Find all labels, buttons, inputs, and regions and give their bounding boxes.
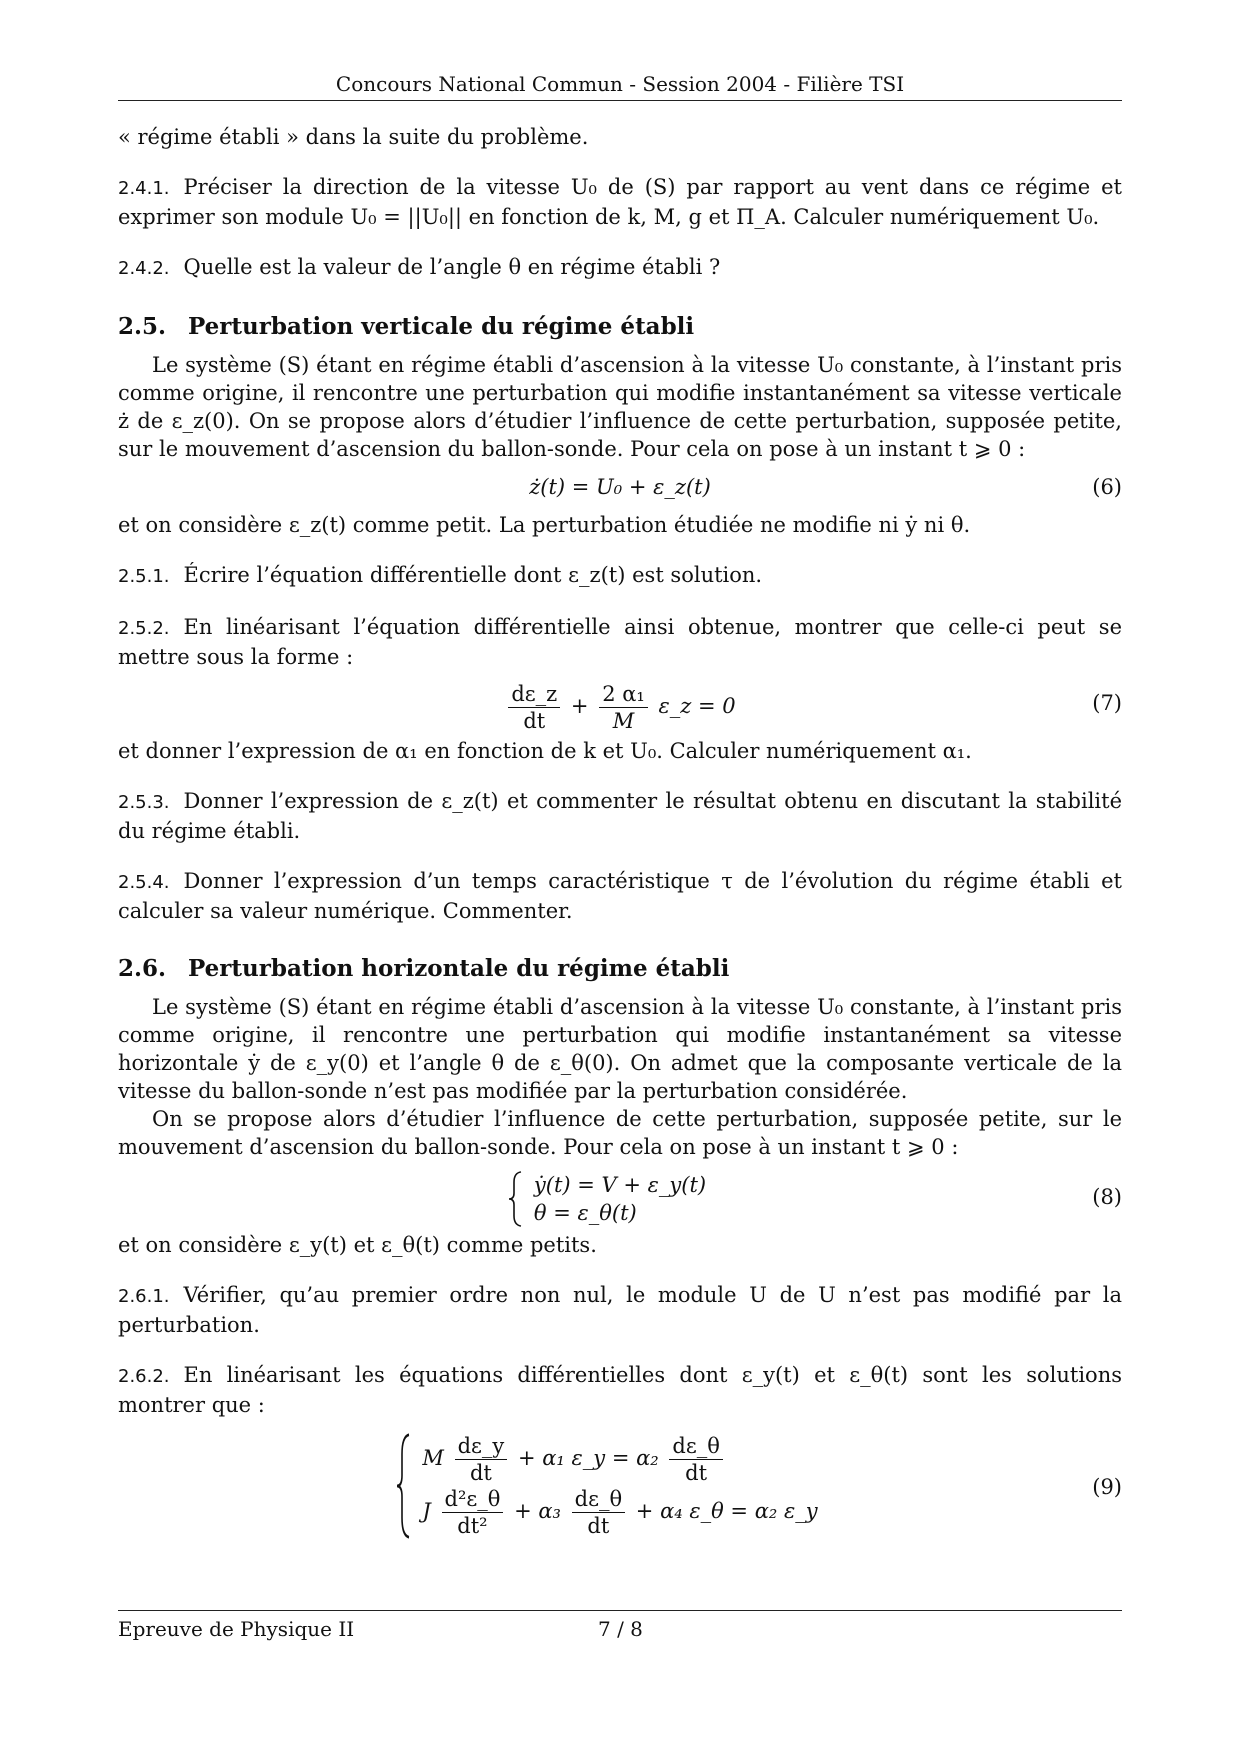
section-2-6-heading <box>118 955 1122 983</box>
denominator: dt <box>685 1461 708 1485</box>
question-number: 2.5.1. <box>118 566 170 587</box>
term: + α₄ ε_θ = α₂ ε_y <box>635 1499 818 1523</box>
equation-rest: ε_z = 0 <box>658 694 736 718</box>
footer-title: Epreuve de Physique II <box>118 1617 355 1641</box>
equation-number: (8) <box>1092 1185 1122 1209</box>
section-2-5-heading <box>118 313 1122 341</box>
equation-number: (9) <box>1092 1475 1122 1499</box>
fraction <box>508 681 560 734</box>
equation-7 <box>118 675 1122 733</box>
question-2-6-1 <box>118 1281 1122 1339</box>
page-header: Concours National Commun - Session 2004 - Filière TSI <box>118 70 1122 101</box>
question-number: 2.5.4. <box>118 872 170 893</box>
question-2-5-2 <box>118 613 1122 671</box>
page <box>118 70 1122 1553</box>
intro-text: « régime établi » dans la suite du problème. <box>118 125 589 149</box>
question-number: 2.6.2. <box>118 1366 170 1387</box>
section-number: 2.5. <box>118 313 167 340</box>
question-text: En linéarisant les équations différentielles dont ε_y(t) et ε_θ(t) sont les solutions montrer que : <box>118 1363 1122 1417</box>
page-number: 7 / 8 <box>598 1617 643 1641</box>
left-brace-icon <box>396 1433 412 1539</box>
question-text: Préciser la direction de la vitesse U₀ de (S) par rapport au vent dans ce régime et exprimer son module U₀ = ||U₀|| en fonction de k, M, g et Π_A. Calculer numériquement U₀. <box>118 175 1122 229</box>
denominator: dt <box>469 1461 492 1485</box>
numerator: dε_y <box>455 1433 508 1460</box>
numerator: d²ε_θ <box>442 1486 504 1513</box>
question-text: Quelle est la valeur de l’angle θ en régime établi ? <box>183 255 721 279</box>
equation-line: ẏ(t) = V + ε_y(t) <box>533 1173 707 1197</box>
equation-9 <box>118 1427 1122 1549</box>
question-text: Donner l’expression d’un temps caractéristique τ de l’évolution du régime établi et calculer sa valeur numérique. Commenter. <box>118 869 1122 923</box>
equation-body: ż(t) = U₀ + ε_z(t) <box>529 475 711 499</box>
fraction <box>455 1433 508 1486</box>
paragraph-2-5: Le système (S) étant en régime établi d’ascension à la vitesse U₀ constante, à l’instant pris comme origine, il rencontre une perturbation qui modifie instantanément sa vitesse verticale ż de ε_z(0). On se propose alors d’étudier l’influence de cette perturbation, supposée petite, sur le mouvement d’ascension du ballon-sonde. Pour cela on pose à un instant t ⩾ 0 : <box>118 353 1122 461</box>
equation-body: $\frac{d\varepsilon\_z}{dt}$ + $\frac{\text{2 α₁}}{M}$ ε_z = 0 <box>118 681 1122 734</box>
question-number: 2.6.1. <box>118 1286 170 1307</box>
numerator: dε_θ <box>669 1433 722 1460</box>
equation-system <box>422 1433 817 1539</box>
fraction <box>572 1486 625 1539</box>
equation-6 <box>118 467 1122 507</box>
paragraph-2-5-2-after: et donner l’expression de α₁ en fonction de k et U₀. Calculer numériquement α₁. <box>118 739 972 763</box>
denominator: dt <box>523 709 546 733</box>
question-2-6-2 <box>118 1361 1122 1419</box>
section-number: 2.6. <box>118 955 167 982</box>
equation-body <box>118 1433 1122 1539</box>
question-text: En linéarisant l’équation différentielle ainsi obtenue, montrer que celle-ci peut se mettre sous la forme : <box>118 615 1122 669</box>
fraction <box>442 1486 504 1539</box>
question-number: 2.5.3. <box>118 792 170 813</box>
equation-body <box>118 1171 1122 1227</box>
equation-line <box>422 1486 817 1539</box>
numerator: dε_z <box>508 681 560 708</box>
paragraph-2-6-c: et on considère ε_y(t) et ε_θ(t) comme petits. <box>118 1233 597 1257</box>
question-2-5-4 <box>118 867 1122 925</box>
equation-8 <box>118 1165 1122 1227</box>
equation-line: θ = ε_θ(t) <box>533 1201 637 1225</box>
numerator: dε_θ <box>572 1486 625 1513</box>
equation-system <box>534 1171 706 1227</box>
term: + α₁ ε_y = α₂ <box>517 1446 659 1470</box>
equation-number: (6) <box>1092 475 1122 499</box>
question-number: 2.4.2. <box>118 258 170 279</box>
fraction <box>599 681 648 734</box>
fraction <box>669 1433 722 1486</box>
question-text: Donner l’expression de ε_z(t) et commenter le résultat obtenu en discutant la stabilité du régime établi. <box>118 789 1122 843</box>
question-text: Écrire l’équation différentielle dont ε_z(t) est solution. <box>183 563 763 587</box>
question-2-5-1 <box>118 561 1122 591</box>
question-number: 2.5.2. <box>118 618 170 639</box>
equation-number: (7) <box>1092 691 1122 715</box>
section-title: Perturbation verticale du régime établi <box>188 313 695 340</box>
question-number: 2.4.1. <box>118 178 170 199</box>
left-brace-icon <box>508 1171 524 1227</box>
denominator: dt <box>587 1514 610 1538</box>
numerator: 2 α₁ <box>599 681 648 708</box>
term: J <box>422 1499 431 1523</box>
denominator: dt² <box>457 1514 488 1538</box>
term: + α₃ <box>514 1499 561 1523</box>
question-2-5-3 <box>118 787 1122 845</box>
term: M <box>422 1446 444 1470</box>
question-2-4-2 <box>118 253 1122 283</box>
paragraph-2-6-a: Le système (S) étant en régime établi d’ascension à la vitesse U₀ constante, à l’instant pris comme origine, il rencontre une perturbation qui modifie instantanément sa vitesse horizontale ẏ de ε_y(0) et l’angle θ de ε_θ(0). On admet que la composante verticale de la vitesse du ballon-sonde n’est pas modifiée par la perturbation considérée. <box>118 995 1122 1103</box>
page-footer <box>118 1610 1122 1643</box>
denominator: M <box>612 709 635 733</box>
paragraph-2-5-after: et on considère ε_z(t) comme petit. La perturbation étudiée ne modifie ni ẏ ni θ. <box>118 513 971 537</box>
question-2-4-1 <box>118 173 1122 231</box>
paragraph-2-6-b: On se propose alors d’étudier l’influence de cette perturbation, supposée petite, sur le mouvement d’ascension du ballon-sonde. Pour cela on pose à un instant t ⩾ 0 : <box>118 1107 1122 1159</box>
section-title: Perturbation horizontale du régime établi <box>188 955 730 982</box>
equation-line <box>422 1433 817 1486</box>
question-text: Vérifier, qu’au premier ordre non nul, le module U de U n’est pas modifié par la perturbation. <box>118 1283 1122 1337</box>
